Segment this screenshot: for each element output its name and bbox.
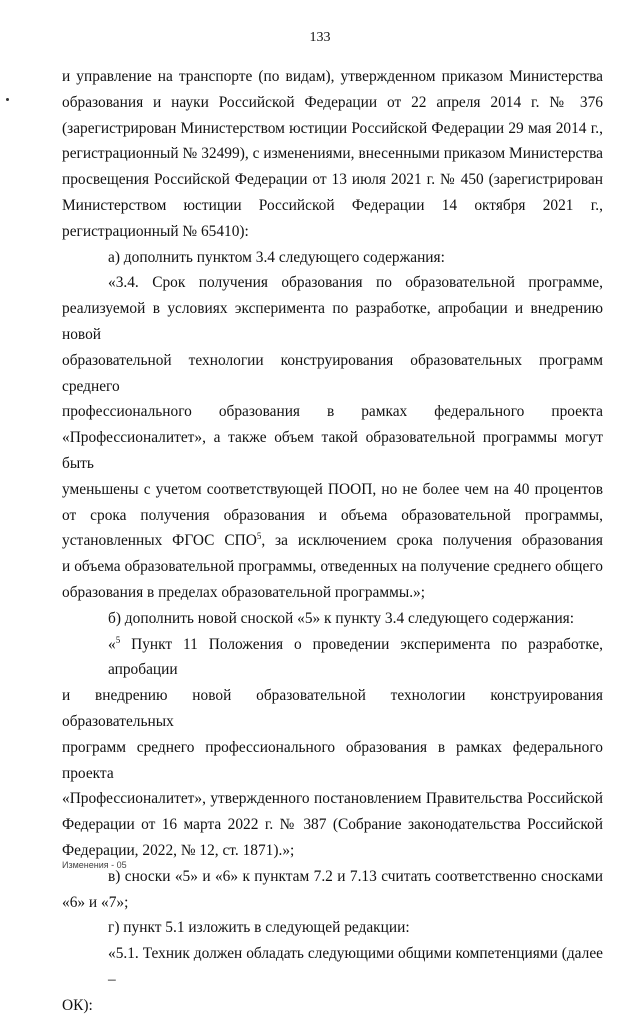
text-line: ОК): bbox=[62, 996, 93, 1014]
text-line: Министерством юстиции Российской Федерации 14 октября 2021 г., bbox=[62, 196, 603, 214]
item-a bbox=[62, 245, 603, 271]
page-number: 133 bbox=[309, 30, 331, 45]
text-line: Федерации, 2022, № 12, ст. 1871).»; bbox=[62, 841, 295, 859]
page-footer: Изменения - 05 bbox=[62, 860, 127, 870]
text-line: «Профессионалитет», утвержденного постановлением Правительства Российской bbox=[62, 790, 603, 808]
text-line: от срока получения образования и объема образовательной программы, bbox=[62, 506, 603, 524]
text-line: «5.1. Техник должен обладать следующими общими компетенциями (далее – bbox=[108, 945, 603, 988]
text-line: образовательной технологии конструирования образовательных программ среднего bbox=[62, 351, 603, 395]
text-fragment: Пункт 11 Положения о проведении эксперимента по разработке, апробации bbox=[108, 635, 603, 679]
text-line: уменьшены с учетом соответствующей ПООП, но не более чем на 40 процентов bbox=[62, 480, 603, 498]
text-line: «6» и «7»; bbox=[62, 893, 129, 911]
footnote-ref: 5 bbox=[256, 531, 262, 542]
text-line: и объема образовательной программы, отведенных на получение среднего общего bbox=[62, 558, 603, 576]
text-fragment: , за исключением срока получения образования bbox=[261, 532, 603, 550]
item-v bbox=[62, 864, 603, 916]
text-line: (зарегистрирован Министерством юстиции Российской Федерации 29 мая 2014 г., bbox=[62, 119, 603, 137]
footnote-ref: 5 bbox=[115, 634, 121, 645]
item-g bbox=[62, 915, 603, 941]
document-body bbox=[62, 64, 603, 1018]
text-line: программ среднего профессионального образования в рамках федерального проекта bbox=[62, 738, 603, 782]
text-line: образования и науки Российской Федерации от 22 апреля 2014 г. № 376 bbox=[62, 93, 603, 111]
quote-5-1 bbox=[62, 941, 603, 1018]
text-line: регистрационный № 32499), с изменениями, внесенными приказом Министерства bbox=[62, 145, 603, 163]
text-line: образования в пределах образовательной программы.»; bbox=[62, 583, 426, 601]
text-line: «Профессионалитет», а также объем такой образовательной программы могут быть bbox=[62, 429, 603, 472]
item-b bbox=[62, 606, 603, 632]
text-line: в) сноски «5» и «6» к пунктам 7.2 и 7.13 считать соответственно сносками bbox=[108, 867, 603, 885]
footnote-quote bbox=[62, 632, 603, 864]
text-line: Федерации от 16 марта 2022 г. № 387 (Собрание законодательства Российской bbox=[62, 816, 603, 834]
quote-3-4 bbox=[62, 270, 603, 605]
text-line: б) дополнить новой сноской «5» к пункту 3.4 следующего содержания: bbox=[108, 609, 575, 627]
text-line: и внедрению новой образовательной технологии конструирования образовательных bbox=[62, 687, 603, 730]
text-fragment: установленных ФГОС СПО bbox=[62, 532, 257, 550]
text-line: регистрационный № 65410): bbox=[62, 222, 249, 240]
text-line: профессионального образования в рамках федерального проекта bbox=[62, 403, 603, 421]
text-line: «3.4. Срок получения образования по образовательной программе, bbox=[108, 274, 603, 292]
text-fragment: « bbox=[108, 635, 116, 653]
paragraph-continuation bbox=[62, 64, 603, 245]
text-line: а) дополнить пунктом 3.4 следующего содержания: bbox=[108, 248, 445, 266]
scan-speck bbox=[6, 98, 9, 101]
text-line: и управление на транспорте (по видам), утвержденном приказом Министерства bbox=[62, 68, 603, 85]
text-line bbox=[62, 528, 603, 554]
text-line: реализуемой в условиях эксперимента по разработке, апробации и внедрению новой bbox=[62, 300, 603, 343]
text-line: просвещения Российской Федерации от 13 июля 2021 г. № 450 (зарегистрирован bbox=[62, 171, 603, 189]
text-line bbox=[62, 632, 603, 684]
text-line: г) пункт 5.1 изложить в следующей редакции: bbox=[108, 919, 410, 937]
